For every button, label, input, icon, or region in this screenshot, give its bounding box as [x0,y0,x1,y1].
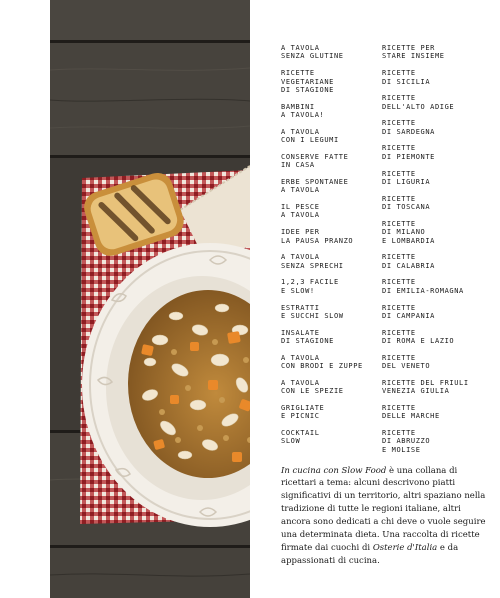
series-title: RICETTE DEL VENETO [382,353,431,371]
description-text: è una collana di ricettari a tema: alcuni descrivono piatti significativi di un territorio, altri spaziano nella tradizione di tutte le regioni italiane, altri ancora sono dedicati a chi deve o vuole seguire una determinata dieta. Una raccolta di ricette firmate dai cuochi di [281,465,486,553]
series-title: GRIGLIATE E PICNIC [281,403,325,421]
series-title: A TAVOLA SENZA GLUTINE [281,44,344,61]
series-description [281,465,491,568]
cover-photo [50,0,250,598]
series-title: RICETTE DI EMILIA-ROMAGNA [382,278,464,295]
series-title: RICETTE PER STARE INSIEME [382,44,445,61]
series-list-left [281,44,381,454]
series-title: RICETTE DI SICILIA [382,69,431,86]
series-title: IL PESCE A TAVOLA [281,203,320,220]
series-title: A TAVOLA CON LE SPEZIE [281,378,344,396]
series-title: A TAVOLA CON I LEGUMI [281,127,339,145]
series-title: RICETTE VEGETARIANE DI STAGIONE [281,69,334,94]
series-title: CONSERVE FATTE IN CASA [281,152,349,170]
series-title: RICETTE DEL FRIULI VENEZIA GIULIA [382,378,469,396]
series-title: RICETTE DELL'ALTO ADIGE [382,94,455,111]
series-title: 1,2,3 FACILE E SLOW! [281,278,339,295]
guide-name: Osterie d'Italia [372,542,438,553]
series-title: RICETTE DI SARDEGNA [382,119,435,136]
series-title: RICETTE DI ABRUZZO E MOLISE [382,429,431,454]
series-title: ERBE SPONTANEE A TAVOLA [281,177,349,195]
series-list-right [382,44,494,463]
series-title: ESTRATTI E SUCCHI SLOW [281,303,344,320]
series-title: RICETTE DI CAMPANIA [382,303,435,320]
description-text-end: e da appassionati di cucina. [281,542,459,566]
series-title: IDEE PER LA PAUSA PRANZO [281,228,354,245]
series-title: RICETTE DI MILANO E LOMBARDIA [382,219,435,245]
series-title: RICETTE DI TOSCANA [382,194,431,212]
series-title: INSALATE DI STAGIONE [281,328,334,346]
series-title: BAMBINI A TAVOLA! [281,102,325,120]
series-name: In cucina con Slow Food [281,465,387,476]
series-title: RICETTE DI LIGURIA [382,169,431,186]
series-title: RICETTE DI PIEMONTE [382,144,435,161]
series-title: A TAVOLA CON BRODI E ZUPPE [281,353,363,371]
series-title: RICETTE DI CALABRIA [382,253,435,270]
series-title: RICETTE DI ROMA E LAZIO [382,328,455,346]
series-title: RICETTE DELLE MARCHE [382,403,440,421]
series-title: COCKTAIL SLOW [281,429,320,446]
series-title: A TAVOLA SENZA SPRECHI [281,253,344,270]
